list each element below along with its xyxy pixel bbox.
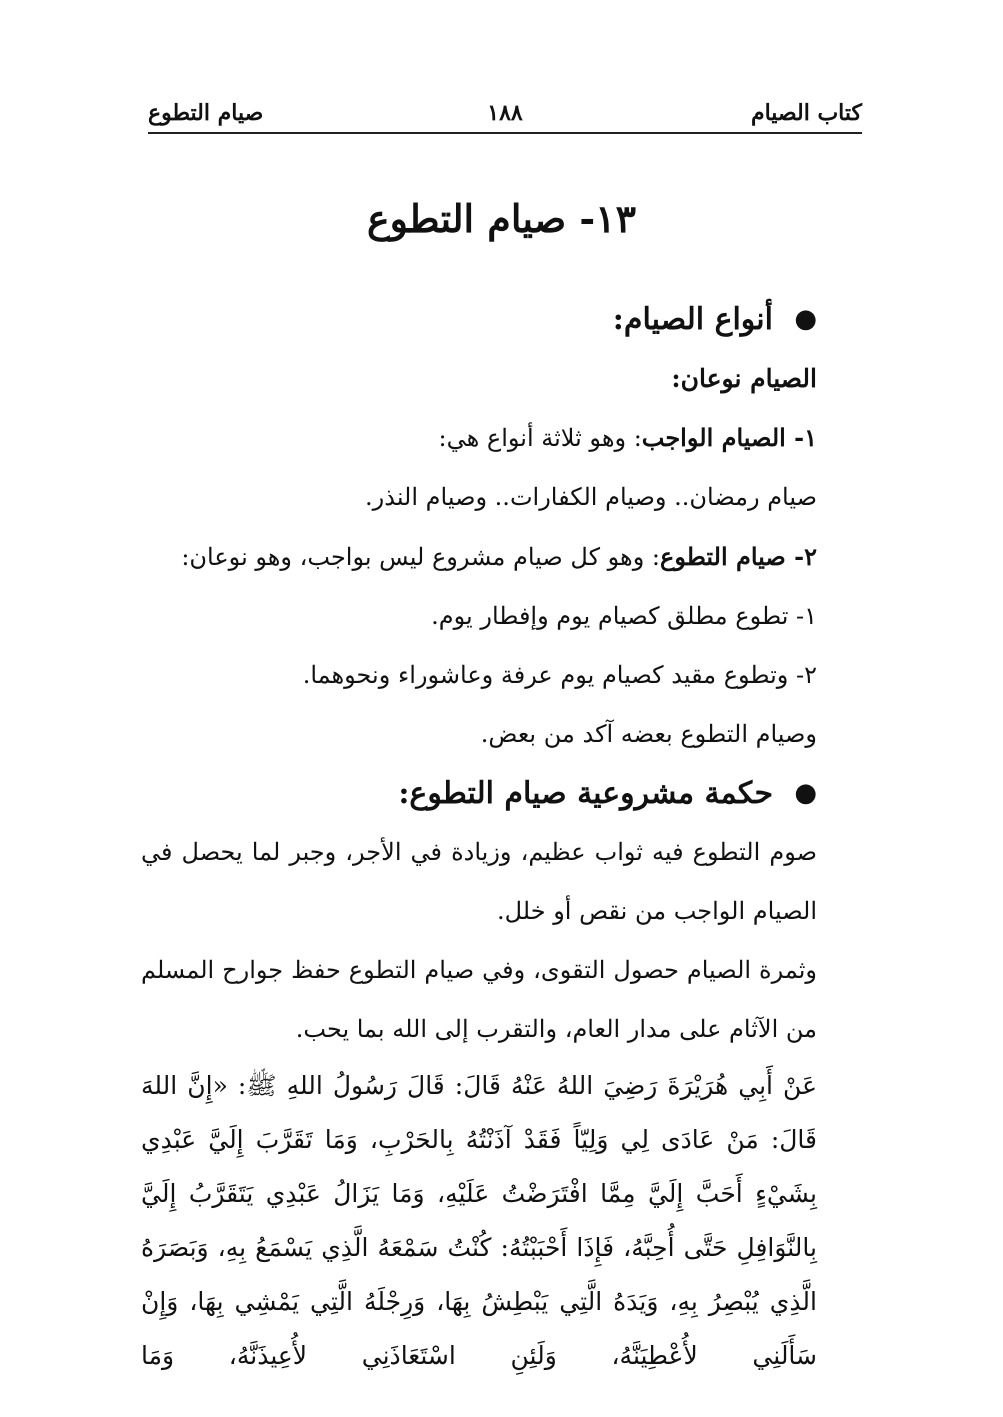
sub-item-absolute: ١- تطوع مطلق كصيام يوم وإفطار يوم.	[431, 602, 817, 630]
note-text: وصيام التطوع بعضه آكد من بعض.	[480, 720, 817, 748]
subheading-two-types: الصيام نوعان:	[671, 364, 817, 393]
section-heading-types	[141, 290, 817, 349]
paragraph: صوم التطوع فيه ثواب عظيم، وزيادة في الأجر، وجبر لما يحصل في الصيام الواجب من نقص أو خلل.	[141, 838, 817, 925]
chapter-heading: ١٣- صيام التطوع	[367, 196, 636, 241]
paragraph: وثمرة الصيام حصول التقوى، وفي صيام التطوع حفظ جوارح المسلم من الآثام على مدار العام، والتقرب إلى الله بما يحب.	[141, 956, 817, 1043]
item-text: : وهو كل صيام مشروع ليس بواجب، وهو نوعان:	[181, 543, 661, 571]
section-heading-text: أنواع الصيام:	[612, 302, 773, 337]
item-label: ٢- صيام التطوع	[660, 542, 817, 571]
hadith-text: عَنْ أَبِي هُرَيْرَةَ رَضِيَ اللهُ عَنْهُ قَالَ: قَالَ رَسُولُ اللهِ ﷺ: «إِنَّ اللهَ قَالَ: مَنْ عَادَى لِي وَلِيّاً فَقَدْ آذَنْتُهُ بِالحَرْبِ، وَمَا تَقَرَّبَ إِلَيَّ عَبْدِي بِشَيْءٍ أَحَبَّ إِلَيَّ مِمَّا افْتَرَضْتُ عَلَيْهِ، وَمَا يَزَالُ عَبْدِي يَتَقَرَّبُ إِلَيَّ بِالنَّوَافِلِ حَتَّى أُحِبَّهُ، فَإِذَا أَحْبَبْتُهُ: كُنْتُ سَمْعَهُ الَّذِي يَسْمَعُ بِهِ، وَبَصَرَهُ الَّذِي يُبْصِرُ بِهِ، وَيَدَهُ الَّتِي يَبْطِشُ بِهَا، وَرِجْلَهُ الَّتِي يَمْشِي بِهَا، وَإِنْ سَأَلَنِي لأُعْطِيَنَّهُ، وَلَئِنِ اسْتَعَاذَنِي لأُعِيذَنَّهُ، وَمَا	[141, 1071, 817, 1370]
page-body	[141, 290, 817, 1383]
header-chapter-title: صيام التطوع	[148, 100, 264, 126]
bullet-icon: ●	[794, 304, 817, 334]
item-text: : وهو ثلاثة أنواع هي:	[438, 424, 642, 452]
sub-item-restricted: ٢- وتطوع مقيد كصيام يوم عرفة وعاشوراء ونحوهما.	[302, 661, 817, 689]
list-item-voluntary	[141, 527, 817, 587]
header-page-number: ١٨٨	[487, 100, 523, 126]
header-book-title: كتاب الصيام	[750, 100, 862, 126]
list-item-obligatory	[141, 408, 817, 468]
item-label: ١- الصيام الواجب	[641, 423, 817, 452]
bullet-icon: ●	[794, 778, 817, 808]
section-heading-text: حكمة مشروعية صيام التطوع:	[398, 776, 773, 811]
running-header	[148, 96, 862, 134]
list-item-obligatory-detail: صيام رمضان.. وصيام الكفارات.. وصيام النذر.	[365, 483, 817, 511]
section-heading-wisdom	[141, 764, 817, 823]
